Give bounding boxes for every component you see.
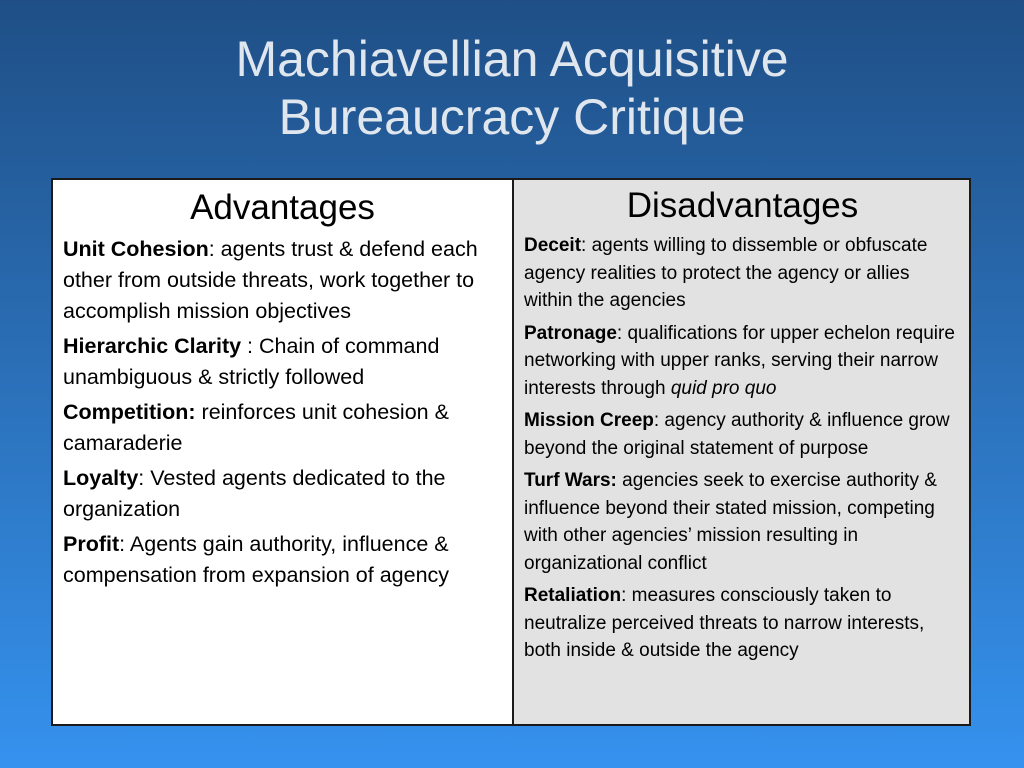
advantage-item xyxy=(63,234,502,327)
advantage-text: : Agents gain authority, influence & compensation from expansion of agency xyxy=(63,532,450,587)
disadvantage-term: Deceit xyxy=(524,235,582,256)
disadvantage-text: : agents willing to dissemble or obfuscate agency realities to protect the agency or allies within the agencies xyxy=(524,235,928,311)
advantage-text: : Chain of command unambiguous & strictly followed xyxy=(63,334,440,389)
disadvantage-text: agencies seek to exercise authority & influence beyond their stated mission, competing with other agencies’ mission resulting in organizational conflict xyxy=(524,470,937,574)
disadvantage-item xyxy=(524,232,961,315)
disadvantage-text: : agency authority & influence grow beyond the original statement of purpose xyxy=(524,410,950,459)
advantage-item xyxy=(63,529,502,591)
advantage-term: Hierarchic Clarity xyxy=(63,334,242,358)
disadvantage-term: Turf Wars: xyxy=(524,470,617,491)
advantages-column xyxy=(53,180,514,724)
critique-table xyxy=(51,178,971,726)
advantage-text: : agents trust & defend each other from outside threats, work together to accomplish mission objectives xyxy=(63,237,478,323)
disadvantage-term: Patronage xyxy=(524,322,617,344)
disadvantage-term: Retaliation xyxy=(524,585,622,606)
disadvantage-item xyxy=(524,582,961,665)
disadvantage-term: Mission Creep xyxy=(524,410,654,431)
disadvantage-item xyxy=(524,320,961,403)
disadvantage-italic-text: quid pro quo xyxy=(670,377,777,399)
advantage-item xyxy=(63,397,502,459)
disadvantages-heading: Disadvantages xyxy=(626,186,859,225)
advantages-heading: Advantages xyxy=(190,188,375,227)
disadvantage-text: : qualifications for upper echelon require networking with upper ranks, serving their narrow interests through xyxy=(524,322,955,399)
slide-title xyxy=(0,30,1024,146)
slide-title-line-2: Bureaucracy Critique xyxy=(278,89,746,145)
advantage-text: : Vested agents dedicated to the organization xyxy=(63,466,446,521)
advantage-text: reinforces unit cohesion & camaraderie xyxy=(63,400,449,455)
advantage-term: Profit xyxy=(63,532,120,556)
advantage-item xyxy=(63,463,502,525)
advantage-term: Competition: xyxy=(63,400,196,424)
disadvantage-item xyxy=(524,407,961,462)
advantage-term: Loyalty xyxy=(63,466,139,490)
advantage-term: Unit Cohesion xyxy=(63,237,209,261)
disadvantage-item xyxy=(524,467,961,577)
disadvantage-text: : measures consciously taken to neutralize perceived threats to narrow interests, both inside & outside the agency xyxy=(524,585,925,661)
disadvantages-column xyxy=(514,180,969,724)
advantage-item xyxy=(63,331,502,393)
slide-title-line-1: Machiavellian Acquisitive xyxy=(235,31,789,87)
